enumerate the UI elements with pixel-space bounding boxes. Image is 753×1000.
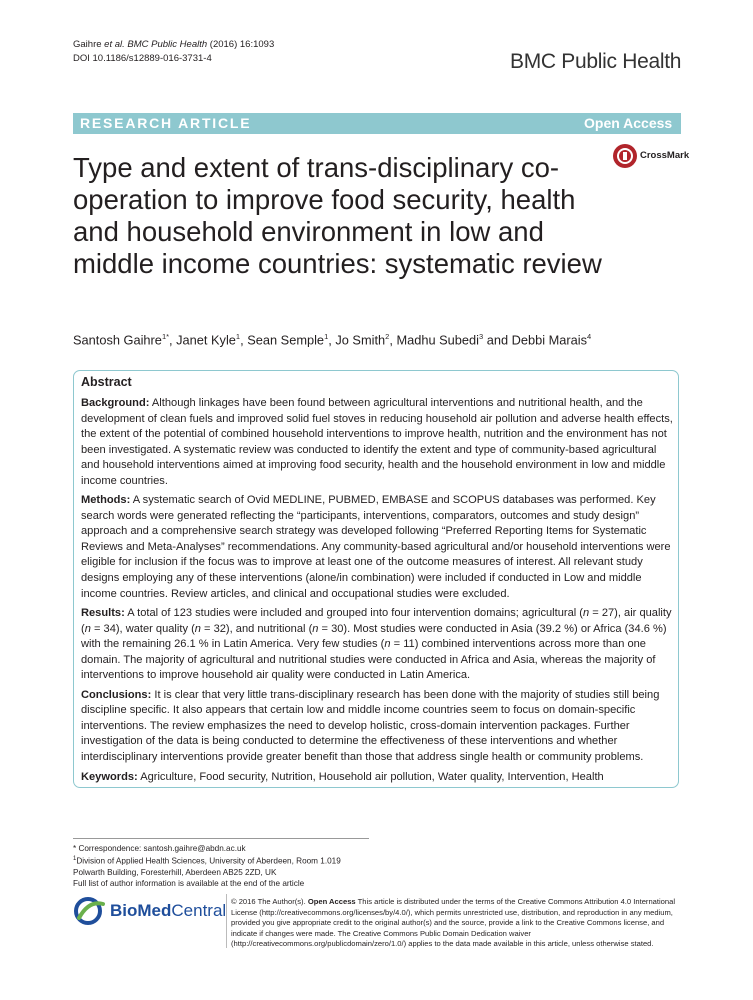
affiliation-cont: Polwarth Building, Foresterhill, Aberdeen AB25 2ZD, UK [73,867,277,877]
doi[interactable]: DOI 10.1186/s12889-016-3731-4 [73,53,212,64]
abstract-heading: Abstract [81,375,132,389]
author-name: Sean Semple [247,332,325,348]
author-affiliation-mark: 4 [587,332,592,341]
footnote-divider [73,838,369,839]
footnotes [73,843,341,889]
abstract-results: Results: A total of 123 studies were included and grouped into four intervention domains; agricultural (n = 27), air quality (n = 34), water quality (n = 32), and nutritional (n = 30). Most studies were conducted in Asia (39.2 %) or Africa (34.6 %) with the remaining 26.1 % in Latin America. Very few studies (n = 11) combined interventions across more than one domain. The majority of agricultural and nutritional studies were conducted in Africa and Asia, whereas the majority of interventions to improve household air quality were conducted in Latin America. [81,607,672,682]
author-separator: , [328,332,336,348]
author-affiliation-mark: 2 [385,332,390,341]
author-separator: , [240,332,248,348]
abstract-conclusions: Conclusions: It is clear that very little trans-disciplinary research has been done with the majority of studies still being discipline specific. It also appears that certain low and middle income countries seem to focus on domain-specific interventions. The review emphasizes the need to develop holistic, cross-domain intervention packages. Further investigation of the data is being conducted to determine the effectiveness of these interventions and whether interdisciplinary interventions provide greater benefit than those that address single health or community problems. [81,688,660,764]
article-title: Type and extent of trans-disciplinary co-operation to improve food security, health and household environment in low and middle income countries: systematic review [73,152,602,279]
crossmark-label: CrossMark [640,150,690,161]
abstract-background: Background: Although linkages have been found between agricultural interventions and nutritional health, and the development of clean fuels and improved solid fuel stoves in reducing household air pollution and adverse health effects, the extent of the potential of combined household interventions to improve health, nutrition and the environment has not been investigated. A systematic review was conducted to identify the extent and type of community-based agricultural and household interventions aimed at improving food security, health and the household environment in low and middle income countries. [81,397,673,487]
affiliation: $^1$Division of Applied Health Sciences, University of Aberdeen, Room 1.019 [73,856,341,866]
author-name: Jo Smith [335,332,386,348]
logo-text-central: Central [171,901,227,920]
author-name: Janet Kyle [176,332,236,348]
author-info-note: Full list of author information is available at the end of the article [73,878,305,888]
author-name: Debbi Marais [511,332,588,348]
author-name: Madhu Subedi [396,332,479,348]
logo-text-biomed: BioMed [110,901,172,920]
author-affiliation-mark: 3 [478,332,484,341]
abstract-keywords: Keywords: Agriculture, Food security, Nutrition, Household air pollution, Water quality, Intervention, Health [81,770,604,783]
citation-header [73,38,274,66]
correspondence[interactable]: * Correspondence: santosh.gaihre@abdn.ac.uk [73,844,246,853]
biomed-swoosh-icon [73,896,107,926]
citation-line: Gaihre et al. BMC Public Health (2016) 16:1093 [73,39,275,50]
author-affiliation-mark: 1 [324,332,329,341]
journal-name: BMC Public Health [510,50,682,73]
author-list [73,328,591,349]
author-affiliation-mark: 1* [161,332,170,341]
license-text: © 2016 The Author(s). Open Access This article is distributed under the terms of the Creative Commons Attribution 4.0 International License (http://creativecommons.org/licenses/by/4.0/), which permits unrestricted use, distribution, and reproduction in any medium, provided you give appropriate credit to the original author(s) and the source, provide a link to the Creative Commons license, and indicate if changes were made. The Creative Commons Public Domain Dedication waiver (http://creativecommons.org/publicdomain/zero/1.0/) applies to the data made available in this article, unless otherwise stated. [231,897,676,948]
author-separator: and [483,332,512,348]
author-affiliation-mark: 1 [235,332,241,341]
abstract [81,374,675,789]
biomed-central-logo[interactable] [73,896,226,926]
author-separator: , [389,332,397,348]
abstract-methods: Methods: A systematic search of Ovid MEDLINE, PUBMED, EMBASE and SCOPUS databases was performed. Key search words were generated reflecting the “participants, interventions, comparators, outcomes and study design” approach and a comprehensive search strategy was developed following “Preferred Reporting Items for Systematic Reviews and Meta-Analyses” recommendations. Any community-based agricultural and/or household interventions were eligible for inclusion if the focus was to improve at least one of the outcome measures of interest. All relevant study designs employing any of these interventions (alone/in combination) were included if conducted in Low and middle income countries. Review articles, and clinical and occupational studies were excluded. [81,494,671,600]
author-separator: , [169,332,177,348]
article-type-label: RESEARCH ARTICLE [80,115,252,131]
author-name: Santosh Gaihre [73,332,162,348]
open-access-label: Open Access [584,115,673,131]
license-divider [226,894,227,948]
